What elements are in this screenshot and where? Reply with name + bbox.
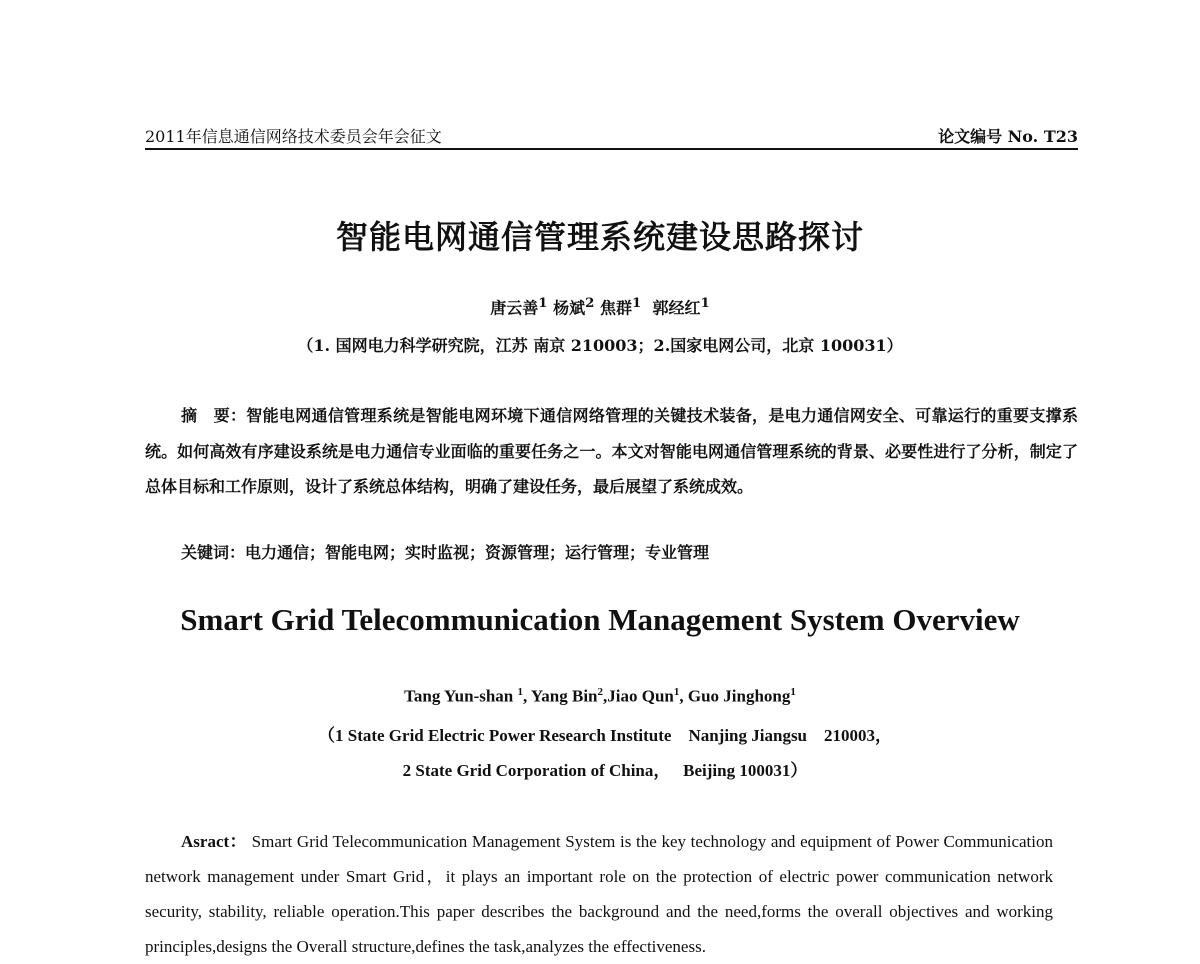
author-sep: , <box>603 686 608 706</box>
author-name: Jiao Qun <box>607 686 674 706</box>
abstract-label: Asract： <box>181 832 247 851</box>
author-affil-mark: 1 <box>790 686 796 698</box>
paper-number: 论文编号 No. T23 <box>938 127 1078 146</box>
author-affil-mark: 2 <box>597 686 604 698</box>
running-header <box>145 122 1078 150</box>
abstract-text: Smart Grid Telecommunication Management System is the key technology and equipment of Power Communication network management under Smart Grid，it plays an important role on the protection of electric power communication network security, stability, reliable operation.This paper describes the background and the need,forms the overall objectives and working principles,designs the Overall structure,defines the task,analyzes the effectiveness. <box>145 832 1053 956</box>
author-affil-mark: 1 <box>517 686 524 698</box>
author-affil-mark: 1 <box>673 686 680 698</box>
english-affiliation-line-2: 2 State Grid Corporation of China， Beijing 100031） <box>402 761 808 780</box>
author-affil-mark: 2 <box>585 295 595 311</box>
author-name: 杨斌 <box>553 298 586 318</box>
chinese-keywords <box>181 540 709 563</box>
abstract-label: 摘 要： <box>181 406 247 425</box>
chinese-affiliation: （1. 国网电力科学研究院，江苏 南京 210003；2.国家电网公司，北京 100031） <box>297 336 903 355</box>
author-affil-mark: 1 <box>538 295 548 311</box>
author-name: 郭经红 <box>652 298 701 318</box>
author-name: 焦群 <box>600 298 633 318</box>
author-name: Yang Bin <box>530 686 598 706</box>
english-affiliation-line-1: （1 State Grid Electric Power Research Institute Nanjing Jiangsu 210003， <box>317 726 893 745</box>
author-sep: , <box>679 686 688 706</box>
chinese-authors <box>0 295 1200 318</box>
english-authors <box>0 686 1200 707</box>
author-sep: , <box>523 686 531 706</box>
author-affil-mark: 1 <box>632 295 642 311</box>
keywords-text: 电力通信；智能电网；实时监视；资源管理；运行管理；专业管理 <box>245 543 710 562</box>
chinese-abstract <box>145 398 1078 505</box>
abstract-text: 智能电网通信管理系统是智能电网环境下通信网络管理的关键技术装备，是电力通信网安全、可靠运行的重要支撑系统。如何高效有序建设系统是电力通信专业面临的重要任务之一。本文对智能电网通信管理系统的背景、必要性进行了分析，制定了总体目标和工作原则，设计了系统总体结构，明确了建设任务，最后展望了系统成效。 <box>145 406 1078 496</box>
author-name: Guo Jinghong <box>687 686 791 706</box>
keywords-label: 关键词： <box>181 543 246 562</box>
conference-name: 2011年信息通信网络技术委员会年会征文 <box>145 127 442 146</box>
chinese-title: 智能电网通信管理系统建设思路探讨 <box>335 218 864 256</box>
author-affil-mark: 1 <box>700 295 710 311</box>
english-title: Smart Grid Telecommunication Management System Overview <box>180 602 1020 637</box>
author-name: Tang Yun-shan <box>404 686 518 706</box>
english-abstract <box>145 824 1053 964</box>
author-name: 唐云善 <box>490 298 539 318</box>
